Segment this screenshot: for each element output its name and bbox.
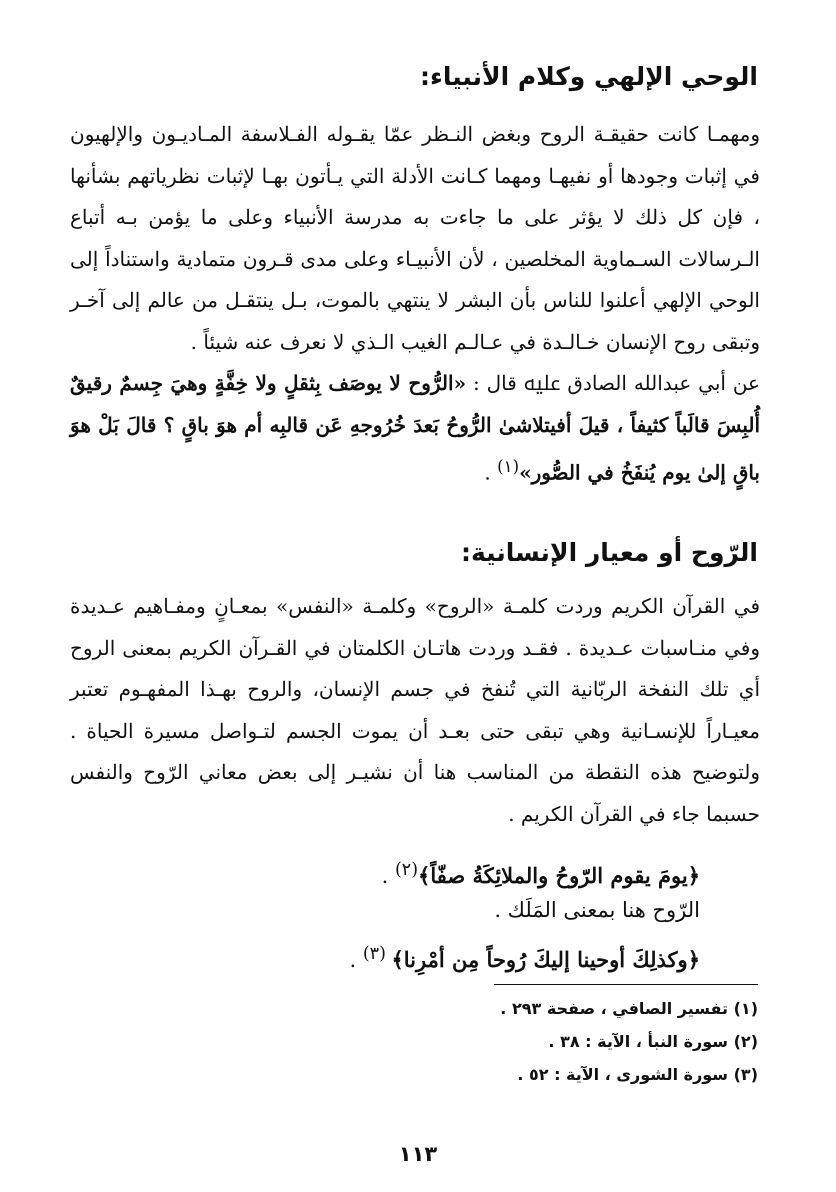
- verse-end: .: [349, 948, 363, 972]
- paragraph-revelation: ومهمـا كانت حقيقـة الروح وبغض النـظر عمّا يقـوله الفـلاسفة المـاديـون والإلهيون في إثبات وجودها أو نفيهـا ومهما كـانت الأدلة التي يـأتون بهـا لإثبات نظرياتهم بشأنها ، فإن كل ذلك لا يؤثر على ما جاءت به مدرسة الأنبياء وعلى ما يؤمن بـه أتباع الـرسالات السـماوية المخلصين ، لأن الأنبيـاء وعلى مدى قـرون متمادية واستناداً إلى الوحي الإلهي أعلنوا للناس بأن البشر لا ينتهي بالموت، بـل ينتقـل من عالم إلى آخـر وتبقى روح الإنسان خـالـدة في عـالـم الغيب الـذي لا نعرف عنه شيئاً .: [70, 122, 760, 354]
- footnote-divider: [494, 984, 758, 985]
- explanation-text: الرّوح هنا بمعنى المَلَك .: [494, 898, 700, 922]
- hadith-quote: «الرُّوح لا يوصَف بِثقلٍ ولا خِفَّةٍ وهيَ جِسمٌ رقيقٌ أُلبِسَ قالَباً كثيفاً ، قيلَ أفيتلاشىٰ الرُّوحُ بَعدَ خُرُوجهِ عَن قالبِه أم هوَ باقٍ ؟ قالَ بَلْ هوَ باقٍ إلىٰ يوم يُنفَخُ في الصُّور»: [70, 371, 760, 485]
- section-body-spirit: [70, 586, 760, 835]
- footnote-1: (١) تفسير الصافي ، صفحة ٢٩٣ .: [500, 999, 758, 1018]
- verse-explanation: [80, 890, 700, 930]
- paragraph-spirit: في القرآن الكريم وردت كلمـة «الروح» وكلمـة «النفس» بمعـانٍ ومفـاهيم عـديدة وفي منـاسبات عـديدة . فقـد وردت هاتـان الكلمتان في القـرآن الكريم بمعنى الروح أي تلك النفخة الربّانية التي تُنفخ في جسم الإنسان، والروح بهـذا المفهـوم تعتبر معيـاراً للإنسـانية وهي تبقى حتى بعـد أن يموت الجسم لتـواصل مسيرة الحياة . ولتوضيح هذه النقطة من المناسب هنا أن نشيـر إلى بعض معاني الرّوح والنفس حسبما جاء في القرآن الكريم .: [70, 594, 760, 826]
- footnote-3: (٣) سورة الشورى ، الآية : ٥٢ .: [517, 1065, 758, 1084]
- page-number: ١١٣: [398, 1142, 438, 1166]
- section-heading-revelation: الوحي الإلهي وكلام الأنبياء:: [420, 62, 758, 91]
- quran-verse-2: [80, 934, 700, 980]
- verse-text: ﴿يومَ يقوم الرّوحُ والملائِكَةُ صفّاً﴾: [418, 863, 700, 888]
- footnote-ref-3: (٣): [362, 944, 392, 964]
- section-body-revelation: [70, 114, 760, 494]
- hadith-intro: عن أبي عبدالله الصادق ﷷ قال :: [466, 371, 760, 395]
- section-heading-spirit: الرّوح أو معيار الإنسانية:: [460, 538, 758, 567]
- hadith-paragraph: [70, 363, 760, 494]
- verse-text: ﴿وكذلِكَ أوحينا إليكَ رُوحاً مِن أمْرِنا﴾: [391, 947, 700, 972]
- verse-end: .: [381, 864, 395, 888]
- footnote-2: (٢) سورة النبأ ، الآية : ٣٨ .: [548, 1032, 758, 1051]
- footnote-ref-1: (١): [497, 457, 520, 476]
- hadith-end: .: [484, 460, 498, 485]
- footnotes: [358, 992, 758, 1091]
- footnote-ref-2: (٢): [394, 860, 419, 880]
